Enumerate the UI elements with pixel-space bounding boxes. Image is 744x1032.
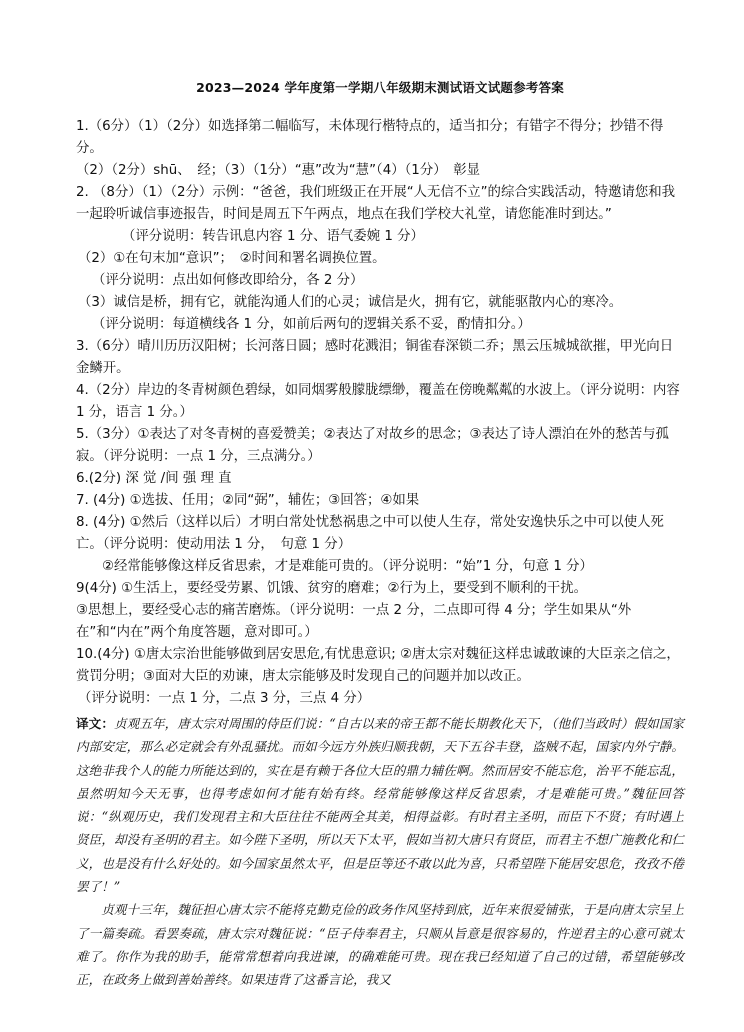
answer-7: 7. (4分) ①选拔、任用；②同“弼”，辅佐；③回答；④如果: [76, 493, 420, 508]
answer-2-3: （3）诚信是桥，拥有它，就能沟通人们的心灵；诚信是火，拥有它，就能驱散内心的寒冷。: [78, 295, 623, 310]
document-title: 2023—2024 学年度第一学期八年级期末测试语文试题参考答案: [196, 80, 564, 95]
answer-1-line-1: 1.（6分）（1）（2分）如选择第二幅临写，未体现行楷特点的，适当扣分；有错字不得分；抄错不得分。: [76, 119, 664, 156]
answer-3: 3.（6分）晴川历历汉阳树；长河落日圆；感时花溅泪；铜雀春深锁二乔；黑云压城城欲摧，甲光向日金鳞开。: [76, 339, 674, 376]
answer-8-2: ②经常能够像这样反省思索，才是难能可贵的。（评分说明：“始”1 分，句意 1 分）: [102, 559, 593, 574]
translation-text-1: 贞观五年，唐太宗对周围的侍臣们说：“自古以来的帝王都不能长期教化天下，（他们当政时）假如国家内部安定，那么必定就会有外乱骚扰。而如今远方外族归顺我朝，天下五谷丰登，盗贼不起，国家内外宁静。这绝非我个人的能力所能达到的，实在是有赖于各位大臣的鼎力辅佐啊。然而居安不能忘危，治平不能忘乱，虽然明知今天无事，也得考虑如何才能有始有终。经常能够像这样反省思索，才是难能可贵。”魏征回答说：“纵观历史，我们发现君主和大臣往往不能两全其美，相得益彰。有时君主圣明，而臣下不贤；有时遇上贤臣，却没有圣明的君主。如今陛下圣明，所以天下太平，假如当初大唐只有贤臣，而君主不想广施教化和仁义，也是没有什么好处的。如今国家虽然太平，但是臣等还不敢以此为喜，只希望陛下能居安思危，孜孜不倦罢了！”: [76, 716, 685, 895]
translation-block: [76, 712, 684, 992]
answer-4: 4.（2分）岸边的冬青树颜色碧绿，如同烟雾般朦胧缥缈，覆盖在傍晚粼粼的水波上。（评分说明：内容 1 分，语言 1 分。）: [76, 383, 680, 420]
answer-9-1: 9(4分) ①生活上，要经受劳累、饥饿、贫穷的磨难；②行为上，要受到不顺利的干扰。: [76, 581, 588, 596]
scoring-note-2-2: （评分说明：点出如何修改即给分，各 2 分）: [92, 273, 364, 288]
answer-5: 5.（3分）①表达了对冬青树的喜爱赞美；②表达了对故乡的思念；③表达了诗人漂泊在外的愁苦与孤寂。（评分说明：一点 1 分，三点满分。）: [76, 427, 669, 464]
answer-8-1: 8. (4分) ①然后（这样以后）才明白常处忧愁祸患之中可以使人生存，常处安逸快乐之中可以使人死亡。（评分说明：使动用法 1 分， 句意 1 分）: [76, 515, 664, 552]
translation-label: 译文：: [76, 716, 114, 731]
scoring-note-2-3: （评分说明：每道横线各 1 分，如前后两句的逻辑关系不妥，酌情扣分。）: [92, 317, 531, 332]
answer-9-2: ③思想上，要经受心志的痛苦磨炼。（评分说明：一点 2 分，二点即可得 4 分；学生如果从“外在”和“内在”两个角度答题，意对即可。）: [76, 603, 632, 640]
scoring-note-10: （评分说明：一点 1 分，二点 3 分，三点 4 分）: [78, 691, 371, 706]
answer-6: 6.(2分) 深 觉 /间 强 理 直: [76, 471, 232, 486]
answer-10: 10.(4分) ①唐太宗治世能够做到居安思危,有忧患意识; ②唐太宗对魏征这样忠诚敢谏的大臣亲之信之，赏罚分明；③面对大臣的劝谏，唐太宗能够及时发现自己的问题并加以改正。: [76, 647, 680, 684]
translation-paragraph-1: [76, 712, 684, 898]
translation-paragraph-2: 贞观十三年，魏征担心唐太宗不能将克勤克俭的政务作风坚持到底，近年来很爱铺张，于是向唐太宗呈上了一篇奏疏。看罢奏疏，唐太宗对魏征说：“臣子侍奉君主，只顺从旨意是很容易的，忤逆君主的心意可就太难了。你作为我的助手，能常常想着向我进谏，的确难能可贵。现在我已经知道了自己的过错，希望能够改正，在政务上做到善始善终。如果违背了这番言论，我又: [76, 902, 684, 988]
answer-1-line-2: （2）（2分）shū、 经；（3）（1分）“惠”改为“慧”（4）（1分） 彰显: [76, 163, 481, 178]
answer-2-1: 2. （8分）（1）（2分）示例：“爸爸，我们班级正在开展“人无信不立”的综合实践活动，特邀请您和我一起聆听诚信事迹报告，时间是周五下午两点，地点在我们学校大礼堂，请您能准时到达。”: [76, 185, 676, 222]
scoring-note-2-1: （评分说明：转告讯息内容 1 分、语气委婉 1 分）: [122, 229, 424, 244]
answer-2-2: （2）①在句末加“意识”； ②时间和署名调换位置。: [78, 251, 386, 266]
